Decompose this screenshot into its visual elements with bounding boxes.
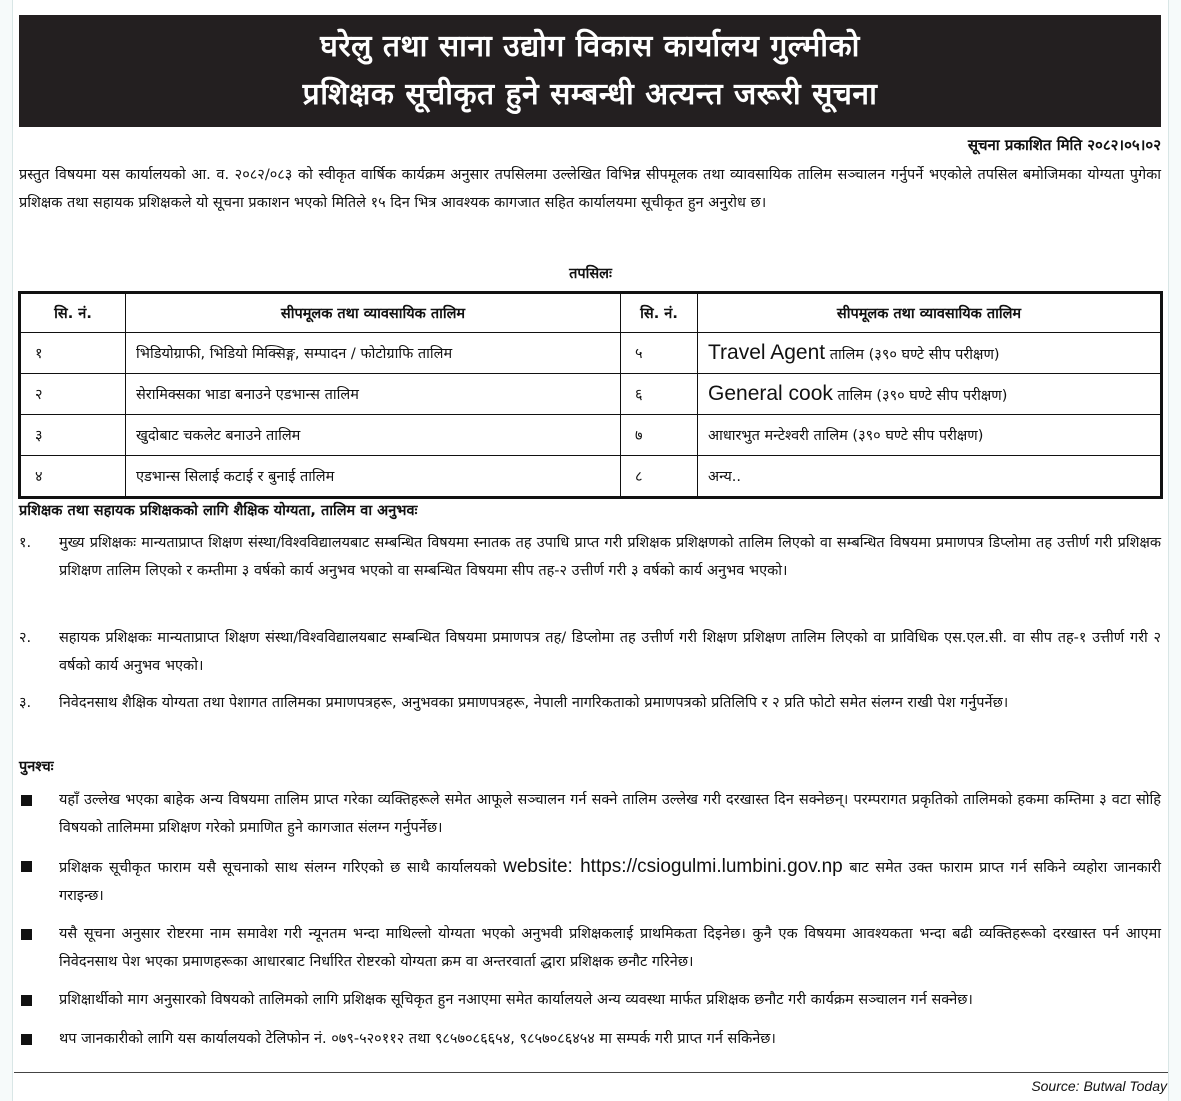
header-serial-2: सि. नं. — [621, 294, 698, 333]
item-number: २. — [19, 630, 32, 646]
qualification-item — [19, 625, 1161, 680]
table-header-row — [21, 294, 1161, 333]
training-cell: अन्य.. — [698, 456, 1161, 497]
item-number: १. — [19, 535, 32, 551]
training-cell — [698, 374, 1161, 415]
serial-cell: ७ — [621, 415, 698, 456]
bullet-text: यसै सूचना अनुसार रोष्टरमा नाम समावेश गरी न्यूनतम भन्दा माथिल्लो योग्यता भएको अनुभवी प्रशिक्षकलाई प्राथमिकता दिइनेछ। कुनै एक विषयमा आवश्यकता भन्दा बढी व्यक्तिहरूको दरखास्त पर्न आएमा निवेदनसाथ पेश भएका प्रमाणहरूका आधारबाट निर्धारित रोष्टरको योग्यता क्रम वा अन्तरवार्ता द्धारा प्रशिक्षक छनौट गरिनेछ। — [59, 926, 1161, 970]
bullet-text: यहाँ उल्लेख भएका बाहेक अन्य विषयमा तालिम प्राप्त गरेका व्यक्तिहरूले समेत आफूले सञ्चालन गर्न सक्ने तालिम उल्लेख गरी दरखास्त दिन सक्नेछन्। परम्परागत प्रकृतिको तालिमको हकमा कम्तिमा ३ वटा सोहि विषयको तालिममा प्रशिक्षण गरेको प्रमाणित हुने कागजात संलग्न गर्नुपर्नेछ। — [59, 792, 1161, 836]
serial-cell: ५ — [621, 333, 698, 374]
training-cell: भिडियोग्राफी, भिडियो मिक्सिङ्ग, सम्पादन / फोटोग्राफि तालिम — [126, 333, 621, 374]
square-bullet-icon — [21, 929, 32, 940]
square-bullet-icon — [21, 795, 32, 806]
bullet-text: प्रशिक्षार्थीको माग अनुसारको विषयको तालिमको लागि प्रशिक्षक सूचिकृत हुन नआएमा समेत कार्यालयले अन्य व्यवस्था मार्फत प्रशिक्षक छनौट गरी कार्यक्रम सञ्चालन गर्न सक्नेछ। — [59, 992, 973, 1008]
list-item — [19, 853, 1161, 910]
bullet-text: प्रशिक्षक सूचीकृत फाराम यसै सूचनाको साथ संलग्न गरिएको छ साथै कार्यालयको — [59, 860, 497, 876]
serial-cell: ६ — [621, 374, 698, 415]
qualification-heading: प्रशिक्षक तथा सहायक प्रशिक्षकको लागि शैक्षिक योग्यता, तालिम वा अनुभवः — [19, 503, 418, 519]
training-cell: खुदोबाट चकलेट बनाउने तालिम — [126, 415, 621, 456]
header-line-office: घरेलु तथा साना उद्योग विकास कार्यालय गुल्मीको — [320, 29, 860, 64]
bullet-text: थप जानकारीको लागि यस कार्यालयको टेलिफोन नं. ०७९-५२०११२ तथा ९८५७०८६६५४, ९८५७०८६४५४ मा सम्पर्क गरी प्राप्त गर्न सकिनेछ। — [59, 1030, 776, 1047]
training-cell — [698, 333, 1161, 374]
table-row — [21, 456, 1161, 497]
intro-paragraph: प्रस्तुत विषयमा यस कार्यालयको आ. व. २०८२/०८३ को स्वीकृत वार्षिक कार्यक्रम अनुसार तपसिलमा उल्लेखित विभिन्न सीपमूलक तथा व्यावसायिक तालिम सञ्चालन गर्नुपर्ने भएकोले तपसिल बमोजिमका योग्यता पुगेका प्रशिक्षक तथा सहायक प्रशिक्षकले यो सूचना प्रकाशन भएको मितिले १५ दिन भित्र आवश्यक कागजात सहित कार्यालयमा सूचीकृत हुन अनुरोध छ। — [19, 167, 1161, 211]
serial-cell: ८ — [621, 456, 698, 497]
item-text: सहायक प्रशिक्षकः मान्यताप्राप्त शिक्षण संस्था/विश्वविद्यालयबाट सम्बन्धित विषयमा प्रमाणपत्र तह/ डिप्लोमा तह उत्तीर्ण गरी शिक्षण प्रशिक्षण तालिम लिएको वा प्राविधिक एस.एल.सी. वा सीप तह-१ उत्तीर्ण गरी २ वर्षको कार्य अनुभव भएको। — [59, 630, 1161, 674]
training-schedule-table — [20, 293, 1161, 497]
left-margin-strip — [0, 0, 13, 1101]
training-cell: आधारभुत मन्टेश्वरी तालिम (३९० घण्टे सीप परीक्षण) — [698, 415, 1161, 456]
publish-date: सूचना प्रकाशित मिति २०८२।०५।०२ — [967, 136, 1161, 154]
training-name-english: General cook — [708, 382, 833, 405]
postscript-list — [19, 787, 1161, 1064]
list-item — [19, 1026, 1161, 1054]
item-number: ३. — [19, 695, 32, 711]
qualification-item — [19, 690, 1161, 718]
header-training-2: सीपमूलक तथा व्यावसायिक तालिम — [698, 294, 1161, 333]
item-text: मुख्य प्रशिक्षकः मान्यताप्राप्त शिक्षण संस्था/विश्वविद्यालयबाट सम्बन्धित विषयमा स्नातक तह उपाधि प्राप्त गरी प्रशिक्षक प्रशिक्षणको तालिम लिएको वा सम्बन्धित विषयमा प्रमाणपत्र डिप्लोमा तह उत्तीर्ण गरी प्रशिक्षक प्रशिक्षण तालिम लिएको र कम्तीमा ३ वर्षको कार्य अनुभव भएको वा सम्बन्धित विषयमा सीप तह-२ उत्तीर्ण गरी ३ वर्षको कार्य अनुभव भएको। — [59, 535, 1161, 579]
square-bullet-icon — [21, 1034, 32, 1045]
table-row — [21, 374, 1161, 415]
header-training-1: सीपमूलक तथा व्यावसायिक तालिम — [126, 294, 621, 333]
list-item — [19, 787, 1161, 842]
footer-divider — [14, 1072, 1168, 1073]
square-bullet-icon — [21, 995, 32, 1006]
qualification-item — [19, 530, 1161, 585]
header-serial-1: सि. नं. — [21, 294, 126, 333]
item-text: निवेदनसाथ शैक्षिक योग्यता तथा पेशागत तालिमका प्रमाणपत्रहरू, अनुभवका प्रमाणपत्रहरू, नेपाली नागरिकताको प्रमाणपत्रको प्रतिलिपि र २ प्रति फोटो समेत संलग्न राखी पेश गर्नुपर्नेछ। — [59, 695, 1009, 711]
serial-cell: ४ — [21, 456, 126, 497]
notice-header — [19, 15, 1161, 127]
table-row — [21, 415, 1161, 456]
website-link[interactable]: website: https://csiogulmi.lumbini.gov.np — [503, 856, 843, 877]
training-name-suffix: तालिम (३९० घण्टे सीप परीक्षण) — [829, 347, 1000, 363]
postscript-heading: पुनश्चः — [19, 759, 54, 775]
square-bullet-icon — [21, 861, 32, 872]
training-cell: सेरामिक्सका भाडा बनाउने एडभान्स तालिम — [126, 374, 621, 415]
training-cell: एडभान्स सिलाई कटाई र बुनाई तालिम — [126, 456, 621, 497]
serial-cell: ३ — [21, 415, 126, 456]
source-credit: Source: Butwal Today — [1031, 1078, 1167, 1094]
serial-cell: २ — [21, 374, 126, 415]
serial-cell: १ — [21, 333, 126, 374]
schedule-heading: तपसिलः — [569, 266, 612, 282]
training-name-english: Travel Agent — [708, 341, 826, 364]
list-item — [19, 987, 1161, 1015]
bullet-text: बाट समेत उक्त फाराम प्राप्त गर्न सकिने व्यहोरा जानकारी गराइन्छ। — [59, 860, 1161, 904]
training-name-suffix: तालिम (३९० घण्टे सीप परीक्षण) — [837, 388, 1008, 404]
table-row — [21, 333, 1161, 374]
list-item — [19, 921, 1161, 976]
header-line-subject: प्रशिक्षक सूचीकृत हुने सम्बन्धी अत्यन्त जरूरी सूचना — [302, 77, 878, 112]
right-margin-strip — [1168, 0, 1181, 1101]
